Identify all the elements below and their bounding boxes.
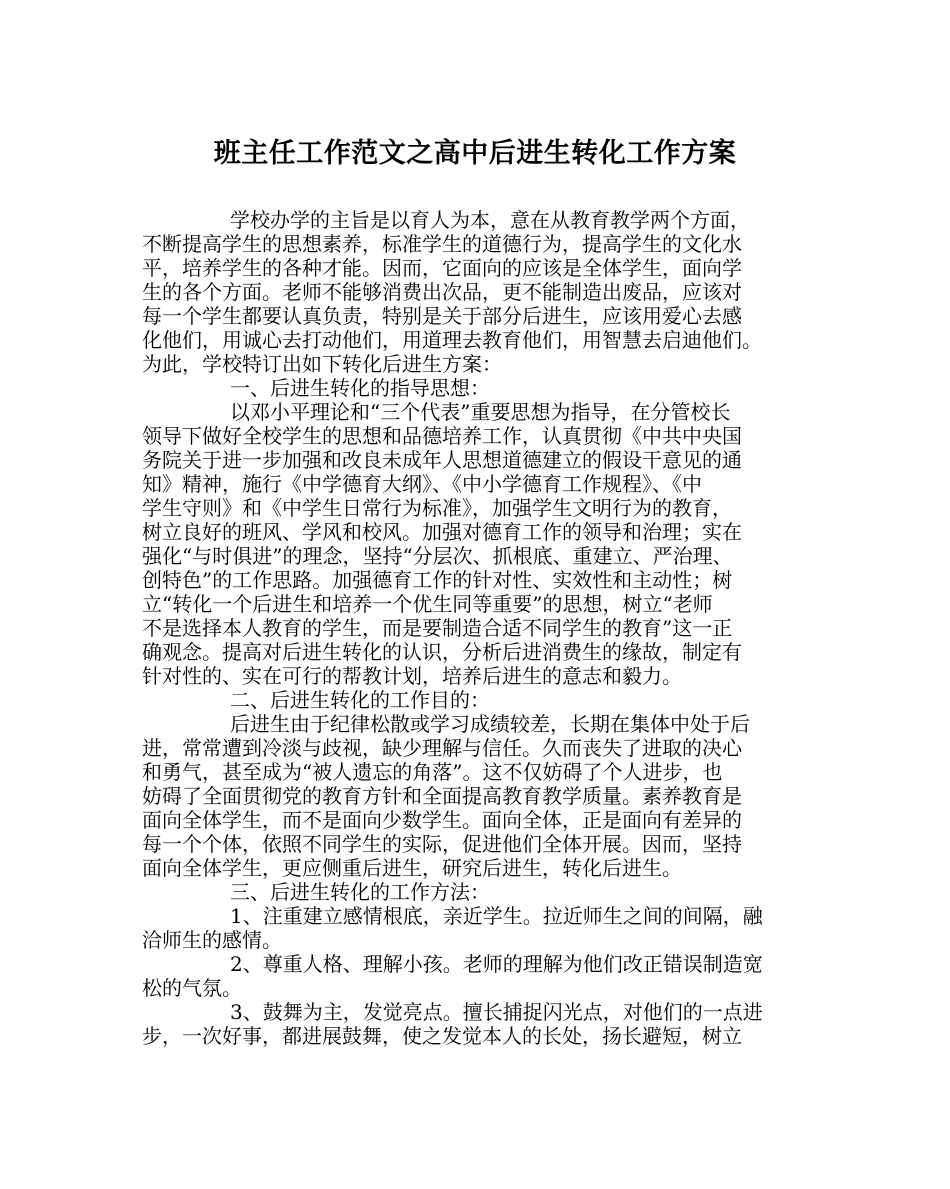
document-body bbox=[142, 208, 822, 1048]
body-line: 面向全体学生，而不是面向少数学生。面向全体，正是面向有差异的 bbox=[142, 808, 742, 832]
document-title: 班主任工作范文之高中后进生转化工作方案 bbox=[213, 138, 737, 169]
body-line: 创特色”的工作思路。加强德育工作的针对性、实效性和主动性；树 bbox=[142, 568, 733, 592]
body-line: 和勇气，甚至成为“被人遗忘的角落”。这不仅妨碍了个人进步，也 bbox=[142, 760, 723, 784]
body-line: 立“转化一个后进生和培养一个优生同等重要”的思想，树立“老师 bbox=[142, 592, 713, 616]
body-line: 树立良好的班风、学风和校风。加强对德育工作的领导和治理；实在 bbox=[142, 520, 742, 544]
body-line: 步，一次好事，都进展鼓舞，使之发觉本人的长处，扬长避短，树立 bbox=[142, 1024, 742, 1048]
body-line: 平，培养学生的各种才能。因而，它面向的应该是全体学生，面向学 bbox=[142, 256, 742, 280]
body-line: 强化“与时俱进”的理念，坚持“分层次、抓根底、重建立、严治理、 bbox=[142, 544, 733, 568]
body-line: 后进生由于纪律松散或学习成绩较差，长期在集体中处于后 bbox=[230, 712, 750, 736]
body-line: 松的气氛。 bbox=[142, 976, 242, 1000]
body-line: 针对性的、实在可行的帮教计划，培养后进生的意志和毅力。 bbox=[142, 664, 682, 688]
body-line: 2、尊重人格、理解小孩。老师的理解为他们改正错误制造宽 bbox=[230, 952, 763, 976]
body-line: 每一个学生都要认真负责，特别是关于部分后进生，应该用爱心去感 bbox=[142, 304, 742, 328]
body-line: 三、后进生转化的工作方法： bbox=[230, 880, 490, 904]
body-line: 每一个个体，依照不同学生的实际，促进他们全体开展。因而，坚持 bbox=[142, 832, 742, 856]
body-line: 为此，学校特订出如下转化后进生方案： bbox=[142, 352, 502, 376]
body-line: 生的各个方面。老师不能够消费出次品，更不能制造出废品，应该对 bbox=[142, 280, 742, 304]
body-line: 确观念。提高对后进生转化的认识，分析后进消费生的缘故，制定有 bbox=[142, 640, 742, 664]
body-line: 洽师生的感情。 bbox=[142, 928, 282, 952]
body-line: 3、鼓舞为主，发觉亮点。擅长捕捉闪光点，对他们的一点进 bbox=[230, 1000, 763, 1024]
body-line: 知》精神，施行《中学德育大纲》、《中小学德育工作规程》、《中 bbox=[142, 472, 702, 496]
body-line: 学校办学的主旨是以育人为本，意在从教育教学两个方面， bbox=[230, 208, 750, 232]
body-line: 不断提高学生的思想素养，标准学生的道德行为，提高学生的文化水 bbox=[142, 232, 742, 256]
body-line: 一、后进生转化的指导思想： bbox=[230, 376, 490, 400]
body-line: 不是选择本人教育的学生，而是要制造合适不同学生的教育”这一正 bbox=[142, 616, 733, 640]
body-line: 以邓小平理论和“三个代表”重要思想为指导，在分管校长 bbox=[230, 400, 731, 424]
body-line: 进，常常遭到冷淡与歧视，缺少理解与信任。久而丧失了进取的决心 bbox=[142, 736, 742, 760]
body-line: 妨碍了全面贯彻党的教育方针和全面提高教育教学质量。素养教育是 bbox=[142, 784, 742, 808]
body-line: 领导下做好全校学生的思想和品德培养工作，认真贯彻《中共中央国 bbox=[142, 424, 742, 448]
body-line: 面向全体学生，更应侧重后进生，研究后进生，转化后进生。 bbox=[142, 856, 682, 880]
body-line: 化他们，用诚心去打动他们，用道理去教育他们，用智慧去启迪他们。 bbox=[142, 328, 762, 352]
body-line: 学生守则》和《中学生日常行为标准》，加强学生文明行为的教育， bbox=[142, 496, 732, 520]
body-line: 1、注重建立感情根底，亲近学生。拉近师生之间的间隔，融 bbox=[230, 904, 763, 928]
body-line: 务院关于进一步加强和改良未成年人思想道德建立的假设干意见的通 bbox=[142, 448, 742, 472]
body-line: 二、后进生转化的工作目的： bbox=[230, 688, 490, 712]
